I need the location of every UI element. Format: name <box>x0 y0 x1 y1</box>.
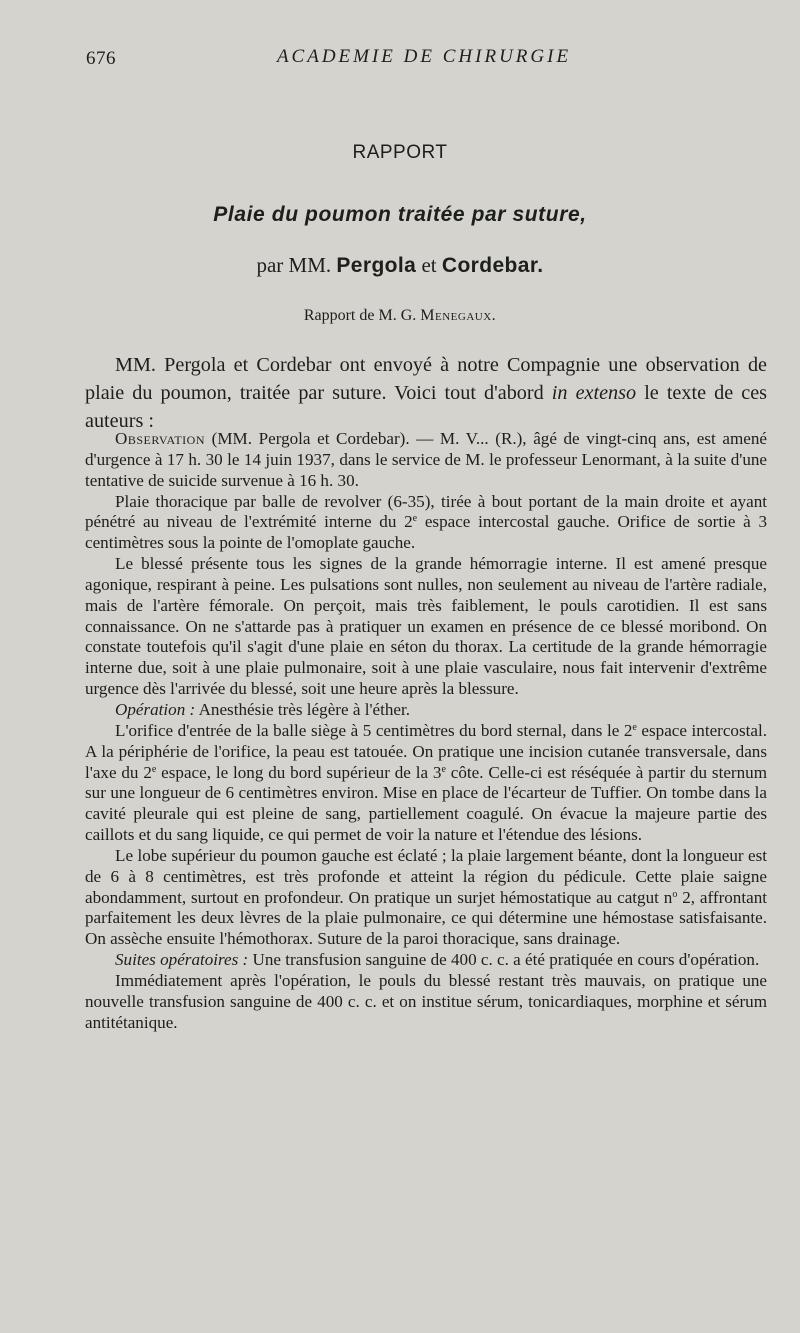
p6-text-a: Le lobe supérieur du poumon gauche est éclaté ; la plaie largement béante, dont la longueur est de 6 à 8 centimètres, est très profonde et atteint la région du pédicule. Cette plaie saigne abondamment, surtout en profondeur. On pratique un surjet hémostatique au catgut n <box>85 845 767 907</box>
author-name-2: Cordebar. <box>441 254 544 277</box>
intro-paragraph <box>85 351 767 435</box>
suites-text: Une transfusion sanguine de 400 c. c. a été pratiquée en cours d'opération. <box>248 950 760 970</box>
observation-paragraph-5 <box>85 721 767 846</box>
p5-text-c: espace, le long du bord supérieur de la 3 <box>156 762 442 782</box>
observation-label: Observation <box>115 429 206 448</box>
intro-text-after: le texte de ces auteurs : <box>85 382 768 432</box>
p5-sup-1: e <box>632 721 637 733</box>
running-head <box>0 46 800 70</box>
observation-paragraph-2 <box>85 492 767 555</box>
operation-text: Anesthésie très légère à l'éther. <box>195 699 411 719</box>
observation-body <box>85 429 767 1033</box>
authors-conjunction: et <box>421 253 437 277</box>
operation-label: Opération : <box>115 699 196 719</box>
rapporteur-line <box>0 307 800 325</box>
observation-paragraph-7 <box>85 950 767 971</box>
intro-text-before: MM. Pergola et Cordebar ont envoyé à notre Compagnie une observation de plaie du poumon, traitée par suture. Voici tout d'abord <box>85 354 767 404</box>
p2-sup: e <box>412 513 418 525</box>
observation-paragraph-4 <box>85 700 767 721</box>
observation-p1-text: (MM. Pergola et Cordebar). — M. V... (R.), âgé de vingt-cinq ans, est amené d'urgence à 17 h. 30 le 14 juin 1937, dans le service de M. le professeur Lenormant, à la suite d'une tentative de suicide survenue à 16 h. 30. <box>85 429 767 490</box>
p6-sup: o <box>672 888 678 900</box>
page-number: 676 <box>86 48 116 69</box>
rapporteur-prefix: Rapport de M. G. <box>303 307 417 324</box>
suites-label: Suites opératoires : <box>115 950 249 970</box>
p5-text-a: L'orifice d'entrée de la balle siège à 5 centimètres du bord sternal, dans le 2 <box>115 720 633 740</box>
p5-sup-2: e <box>151 763 157 775</box>
p5-text-d: côte. Celle-ci est réséquée à partir du sternum sur une longueur de 6 centimètres environ. Mise en place de l'écarteur de Tuffier. On tombe dans la cavité pleurale qui est pleine de sang, partiellement coagulé. On évacue la majeure partie des caillots et du sang liquide, ce qui permet de voir la nature et l'étendue des lésions. <box>85 762 767 845</box>
authors-line <box>0 253 800 278</box>
author-name-1: Pergola <box>336 254 417 277</box>
observation-paragraph-1 <box>85 429 767 492</box>
p6-text-b: 2, affrontant parfaitement les deux lèvres de la plaie pulmonaire, ce qui détermine une hémostase satisfaisante. On assèche ensuite l'hémothorax. Suture de la paroi thoracique, sans drainage. <box>85 887 767 949</box>
authors-prefix: par MM. <box>256 253 332 277</box>
rapporteur-name: Menegaux. <box>420 307 497 324</box>
p5-sup-3: e <box>441 763 446 775</box>
p5-text-b: espace intercostal. A la périphérie de l'orifice, la peau est tatouée. On pratique une incision cutanée transversale, dans l'axe du 2 <box>85 720 767 782</box>
observation-paragraph-6 <box>85 846 767 950</box>
observation-paragraph-3: Le blessé présente tous les signes de la grande hémorragie interne. Il est amené presque agonique, respirant à peine. Les pulsations sont nulles, non seulement au niveau de l'artère radiale, mais de l'artère fémorale. On perçoit, mais très faiblement, le pouls carotidien. Il est sans connaissance. On ne s'attarde pas à pratiquer un examen en présence de ce blessé moribond. On constate toutefois qu'il s'agit d'une plaie en séton du thorax. La certitude de la grande hémorragie interne due, soit à une plaie pulmonaire, soit à une plaie vasculaire, nous fait intervenir d'extrême urgence dès l'arrivée du blessé, soit une heure après la blessure. <box>85 554 767 699</box>
article-title: Plaie du poumon traitée par suture, <box>213 203 587 226</box>
section-title: RAPPORT <box>352 142 448 163</box>
observation-paragraph-8: Immédiatement après l'opération, le pouls du blessé restant très mauvais, on pratique une nouvelle transfusion sanguine de 400 c. c. et on institue sérum, tonicardiaques, morphine et sérum antitétanique. <box>85 970 767 1032</box>
p2-text-b: espace intercostal gauche. Orifice de sortie à 3 centimètres sous la pointe de l'omoplate gauche. <box>85 512 767 553</box>
journal-name: ACADEMIE DE CHIRURGIE <box>276 46 572 67</box>
p2-text-a: Plaie thoracique par balle de revolver (6-35), tirée à bout portant de la main droite et ayant pénétré au niveau de l'extrémité interne du 2 <box>85 491 767 532</box>
intro-emphasis: in extenso <box>551 382 637 404</box>
